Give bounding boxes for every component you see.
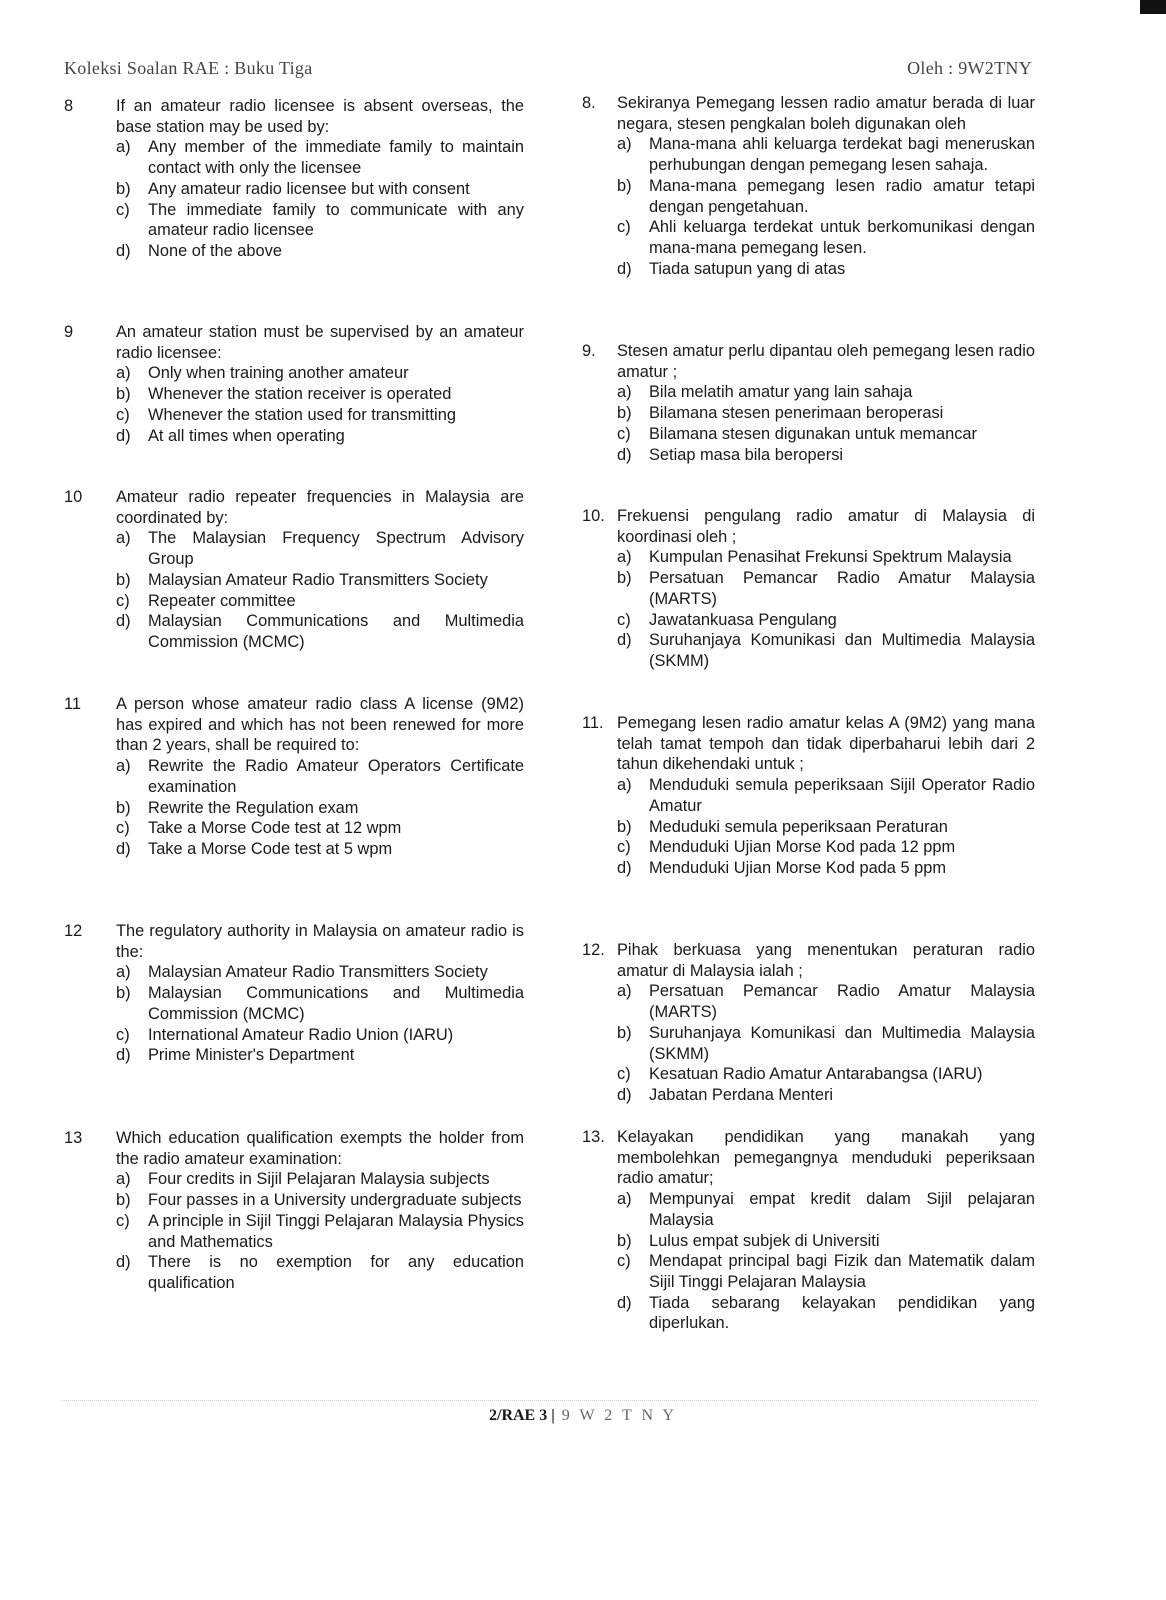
question-number: 12 — [64, 922, 83, 940]
question-malay-8 — [582, 93, 1035, 279]
option-label: c) — [617, 424, 631, 443]
option-text: Mendapat principal bagi Fizik dan Matematik dalam Sijil Tinggi Pelajaran Malaysia — [649, 1252, 1035, 1291]
page-number: 2/RAE 3 | — [489, 1407, 555, 1424]
option-label: a) — [116, 138, 131, 157]
answer-option — [116, 1190, 524, 1211]
option-label: b) — [617, 569, 632, 588]
answer-option — [116, 570, 524, 591]
question-english-13 — [64, 1128, 524, 1294]
answer-option — [617, 134, 1035, 175]
option-label: c) — [617, 610, 631, 629]
answer-option — [116, 1045, 524, 1066]
answer-option — [116, 426, 524, 447]
question-body — [116, 921, 524, 1066]
question-stem: Kelayakan pendidikan yang manakah yang membolehkan pemegangnya menduduki peperiksaan radio amatur; — [617, 1128, 1035, 1188]
question-number: 10. — [582, 507, 605, 525]
question-malay-10 — [582, 506, 1035, 672]
question-stem: The regulatory authority in Malaysia on amateur radio is the: — [116, 922, 524, 961]
answer-option — [116, 405, 524, 426]
option-label: b) — [617, 404, 632, 423]
option-text: Jabatan Perdana Menteri — [649, 1085, 834, 1104]
option-text: Suruhanjaya Komunikasi dan Multimedia Malaysia (SKMM) — [649, 631, 1035, 670]
option-text: Setiap masa bila beropersi — [649, 445, 844, 464]
option-text: The Malaysian Frequency Spectrum Advisory Group — [148, 529, 524, 569]
answer-option — [617, 217, 1035, 258]
option-label: d) — [617, 259, 632, 278]
footer-callsign: 9 W 2 T N Y — [554, 1407, 677, 1424]
option-text: Mana-mana ahli keluarga terdekat bagi meneruskan perhubungan dengan pemegang lesen sahaja. — [649, 135, 1035, 175]
option-text: Lulus empat subjek di Universiti — [649, 1231, 880, 1250]
answer-option — [116, 1211, 524, 1252]
answer-option — [617, 176, 1035, 217]
option-text: Tiada sebarang kelayakan pendidikan yang diperlukan. — [649, 1293, 1035, 1333]
option-text: Malaysian Amateur Radio Transmitters Society — [148, 570, 488, 589]
option-label: b) — [116, 385, 131, 404]
option-label: c) — [617, 838, 631, 857]
question-english-9 — [64, 322, 524, 446]
option-text: Rewrite the Radio Amateur Operators Certificate examination — [148, 757, 524, 796]
answer-option — [617, 1064, 1035, 1085]
option-label: d) — [116, 612, 131, 631]
option-text: Repeater committee — [148, 591, 296, 610]
option-label: d) — [617, 631, 632, 650]
option-text: Mempunyai empat kredit dalam Sijil pelajaran Malaysia — [649, 1190, 1035, 1229]
question-body — [116, 694, 524, 860]
option-label: b) — [617, 1231, 632, 1250]
question-stem: Pemegang lesen radio amatur kelas A (9M2) yang mana telah tamat tempoh dan tidak diperbaharui lebih dari 2 tahun dikehendaki untuk ; — [617, 714, 1035, 774]
question-body — [617, 940, 1035, 1106]
option-text: Whenever the station used for transmitting — [148, 405, 456, 424]
answer-option — [617, 403, 1035, 424]
option-label: c) — [617, 1065, 631, 1084]
answer-option — [116, 528, 524, 569]
option-text: Four passes in a University undergraduate subjects — [148, 1191, 522, 1210]
question-english-12 — [64, 921, 524, 1066]
answer-option — [116, 179, 524, 200]
question-stem: If an amateur radio licensee is absent overseas, the base station may be used by: — [116, 97, 524, 136]
question-english-10 — [64, 487, 524, 653]
answer-option — [617, 1231, 1035, 1252]
option-label: b) — [116, 798, 131, 817]
option-label: c) — [617, 1252, 631, 1271]
question-number: 8 — [64, 97, 74, 115]
option-text: Whenever the station receiver is operated — [148, 385, 452, 404]
question-malay-9 — [582, 341, 1035, 465]
option-text: Take a Morse Code test at 5 wpm — [148, 839, 393, 858]
answer-option — [116, 983, 524, 1024]
answer-option — [116, 137, 524, 178]
option-label: b) — [116, 1191, 131, 1210]
option-label: c) — [617, 218, 631, 237]
option-text: Malaysian Communications and Multimedia Commission (MCMC) — [148, 984, 524, 1023]
option-label: a) — [617, 1190, 632, 1209]
option-text: There is no exemption for any education qualification — [148, 1253, 524, 1292]
header-author: Oleh : 9W2TNY — [907, 58, 1032, 78]
question-body — [116, 1128, 524, 1294]
answer-option — [617, 837, 1035, 858]
option-text: Kesatuan Radio Amatur Antarabangsa (IARU) — [649, 1065, 983, 1084]
question-stem: A person whose amateur radio class A license (9M2) has expired and which has not been renewed for more than 2 years, shall be required to: — [116, 695, 524, 755]
answer-option — [617, 1189, 1035, 1230]
option-text: The immediate family to communicate with any amateur radio licensee — [148, 200, 524, 240]
question-body — [116, 322, 524, 446]
option-label: c) — [116, 591, 130, 610]
answer-option — [116, 611, 524, 652]
question-stem: Pihak berkuasa yang menentukan peraturan radio amatur di Malaysia ialah ; — [617, 941, 1035, 980]
question-number: 11. — [582, 714, 604, 732]
scan-corner-mark — [1140, 0, 1166, 14]
option-label: c) — [116, 200, 130, 219]
option-label: b) — [116, 984, 131, 1003]
question-body — [617, 713, 1035, 879]
option-text: At all times when operating — [148, 426, 345, 445]
option-text: Bila melatih amatur yang lain sahaja — [649, 383, 913, 402]
answer-option — [617, 981, 1035, 1022]
option-label: c) — [116, 1211, 130, 1230]
option-label: a) — [116, 1170, 131, 1189]
question-body — [617, 1127, 1035, 1334]
option-label: a) — [116, 963, 131, 982]
question-number: 10 — [64, 488, 83, 506]
option-text: Jawatankuasa Pengulang — [649, 610, 837, 629]
question-body — [116, 487, 524, 653]
option-text: Menduduki Ujian Morse Kod pada 12 ppm — [649, 838, 956, 857]
option-text: Any amateur radio licensee but with consent — [148, 179, 470, 198]
option-text: Tiada satupun yang di atas — [649, 259, 846, 278]
option-text: Menduduki semula peperiksaan Sijil Operator Radio Amatur — [649, 776, 1035, 815]
question-malay-11 — [582, 713, 1035, 879]
question-body — [116, 96, 524, 262]
answer-option — [116, 1025, 524, 1046]
option-label: a) — [116, 757, 131, 776]
option-label: d) — [116, 1253, 131, 1272]
option-label: d) — [116, 241, 131, 260]
option-text: None of the above — [148, 241, 282, 260]
option-label: b) — [617, 817, 632, 836]
option-label: c) — [116, 1025, 130, 1044]
option-label: d) — [617, 445, 632, 464]
answer-option — [617, 1251, 1035, 1292]
answer-option — [116, 839, 524, 860]
question-number: 13 — [64, 1129, 83, 1147]
option-label: b) — [617, 176, 632, 195]
question-stem: Stesen amatur perlu dipantau oleh pemegang lesen radio amatur ; — [617, 342, 1035, 381]
option-text: Malaysian Amateur Radio Transmitters Society — [148, 963, 488, 982]
option-text: Malaysian Communications and Multimedia Commission (MCMC) — [148, 612, 524, 651]
answer-option — [617, 630, 1035, 671]
question-stem: Amateur radio repeater frequencies in Malaysia are coordinated by: — [116, 488, 524, 527]
answer-option — [617, 547, 1035, 568]
option-label: a) — [116, 364, 131, 383]
question-body — [617, 506, 1035, 672]
answer-option — [116, 200, 524, 241]
option-label: d) — [116, 1046, 131, 1065]
answer-option — [116, 363, 524, 384]
question-malay-13 — [582, 1127, 1035, 1334]
footer-divider — [62, 1400, 1037, 1401]
header-title: Koleksi Soalan RAE : Buku Tiga — [64, 58, 313, 78]
question-malay-12 — [582, 940, 1035, 1106]
question-number: 11 — [64, 695, 82, 713]
answer-option — [116, 591, 524, 612]
option-label: b) — [116, 179, 131, 198]
option-text: A principle in Sijil Tinggi Pelajaran Malaysia Physics and Mathematics — [148, 1211, 524, 1251]
question-stem: Sekiranya Pemegang lessen radio amatur berada di luar negara, stesen pengkalan boleh digunakan oleh — [617, 94, 1035, 133]
option-label: c) — [116, 405, 130, 424]
option-text: Suruhanjaya Komunikasi dan Multimedia Malaysia (SKMM) — [649, 1023, 1035, 1063]
option-label: d) — [617, 858, 632, 877]
answer-option — [617, 1293, 1035, 1334]
question-stem: An amateur station must be supervised by an amateur radio licensee: — [116, 323, 524, 362]
option-label: d) — [617, 1293, 632, 1312]
option-label: a) — [617, 776, 632, 795]
answer-option — [617, 775, 1035, 816]
question-number: 8. — [582, 94, 596, 112]
question-body — [617, 93, 1035, 279]
question-number: 13. — [582, 1128, 605, 1146]
option-text: Four credits in Sijil Pelajaran Malaysia subjects — [148, 1170, 490, 1189]
option-label: b) — [617, 1023, 632, 1042]
option-label: c) — [116, 819, 130, 838]
answer-option — [617, 568, 1035, 609]
answer-option — [116, 798, 524, 819]
option-text: Take a Morse Code test at 12 wpm — [148, 819, 402, 838]
answer-option — [617, 1085, 1035, 1106]
option-label: a) — [617, 982, 632, 1001]
question-stem: Which education qualification exempts the holder from the radio amateur examination: — [116, 1129, 524, 1168]
option-label: d) — [116, 839, 131, 858]
option-label: d) — [617, 1085, 632, 1104]
option-text: Kumpulan Penasihat Frekunsi Spektrum Malaysia — [649, 548, 1012, 567]
answer-option — [617, 382, 1035, 403]
option-label: a) — [617, 548, 632, 567]
option-text: Bilamana stesen digunakan untuk memancar — [649, 424, 978, 443]
answer-option — [116, 1169, 524, 1190]
answer-option — [617, 858, 1035, 879]
option-label: a) — [617, 135, 632, 154]
option-text: Persatuan Pemancar Radio Amatur Malaysia (MARTS) — [649, 982, 1035, 1022]
question-english-8 — [64, 96, 524, 262]
option-text: Persatuan Pemancar Radio Amatur Malaysia (MARTS) — [649, 569, 1035, 608]
answer-option — [617, 817, 1035, 838]
answer-option — [617, 259, 1035, 280]
footer — [0, 1406, 1166, 1427]
question-number: 12. — [582, 941, 605, 959]
option-text: International Amateur Radio Union (IARU) — [148, 1025, 454, 1044]
question-english-11 — [64, 694, 524, 860]
question-stem: Frekuensi pengulang radio amatur di Malaysia di koordinasi oleh ; — [617, 507, 1035, 546]
answer-option — [116, 1252, 524, 1293]
answer-option — [617, 610, 1035, 631]
answer-option — [116, 818, 524, 839]
question-number: 9. — [582, 342, 596, 360]
option-text: Mana-mana pemegang lesen radio amatur tetapi dengan pengetahuan. — [649, 176, 1035, 216]
option-text: Prime Minister's Department — [148, 1046, 355, 1065]
answer-option — [116, 962, 524, 983]
answer-option — [617, 445, 1035, 466]
option-label: a) — [617, 383, 632, 402]
option-text: Rewrite the Regulation exam — [148, 798, 359, 817]
option-label: b) — [116, 570, 131, 589]
option-text: Any member of the immediate family to maintain contact with only the licensee — [148, 138, 524, 178]
option-text: Menduduki Ujian Morse Kod pada 5 ppm — [649, 858, 947, 877]
option-text: Only when training another amateur — [148, 364, 409, 383]
option-text: Meduduki semula peperiksaan Peraturan — [649, 817, 948, 836]
option-label: a) — [116, 529, 131, 548]
answer-option — [116, 384, 524, 405]
answer-option — [116, 241, 524, 262]
question-body — [617, 341, 1035, 465]
question-number: 9 — [64, 323, 74, 341]
option-text: Ahli keluarga terdekat untuk berkomunikasi dengan mana-mana pemegang lesen. — [649, 218, 1035, 257]
answer-option — [617, 424, 1035, 445]
answer-option — [617, 1023, 1035, 1064]
option-text: Bilamana stesen penerimaan beroperasi — [649, 404, 944, 423]
option-label: d) — [116, 426, 131, 445]
answer-option — [116, 756, 524, 797]
